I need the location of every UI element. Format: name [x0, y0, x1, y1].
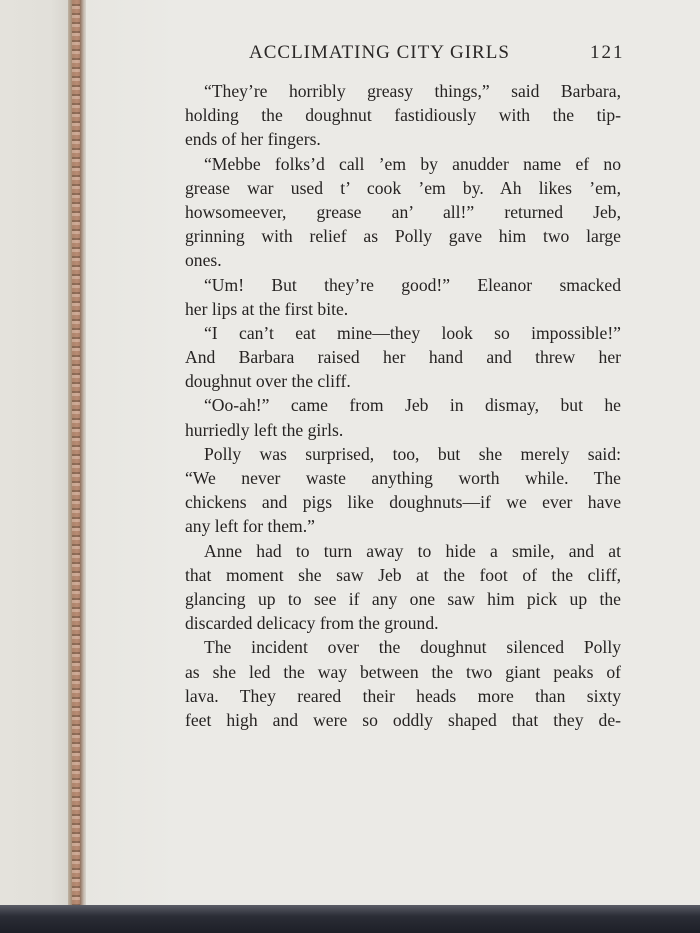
text-line: And Barbara raised her hand and threw her [185, 347, 621, 368]
text-line: as she led the way between the two giant peaks of [185, 661, 621, 682]
text-line: “Oo-ah!” came from Jeb in dismay, but he [204, 395, 621, 416]
text-line: that moment she saw Jeb at the foot of the cliff, [185, 564, 621, 585]
text-line: Polly was surprised, too, but she merely said: [204, 443, 621, 464]
background-surface [0, 905, 700, 933]
text-line: “Mebbe folks’d call ’em by anudder name ef no [204, 153, 621, 174]
text-line: glancing up to see if any one saw him pick up the [185, 588, 621, 609]
text-line: ones. [185, 250, 222, 271]
text-line: “They’re horribly greasy things,” said Barbara, [204, 81, 621, 101]
text-line: “Um! But they’re good!” Eleanor smacked [204, 274, 621, 295]
text-line: doughnut over the cliff. [185, 371, 351, 392]
text-line: chickens and pigs like doughnuts—if we ever have [185, 492, 621, 513]
text-line: grease war used t’ cook ’em by. Ah likes ’em, [185, 177, 621, 198]
text-line: Anne had to turn away to hide a smile, and at [204, 540, 621, 561]
text-line: hurriedly left the girls. [185, 419, 344, 440]
text-line: ends of her fingers. [185, 129, 321, 150]
text-line: her lips at the first bite. [185, 298, 349, 319]
binding-stitches [72, 0, 80, 905]
body-text [185, 79, 621, 732]
text-line: holding the doughnut fastidiously with the tip- [185, 105, 621, 126]
text-line: any left for them.” [185, 516, 315, 537]
page-number: 121 [590, 42, 625, 63]
text-line: “I can’t eat mine—they look so impossible!” [204, 322, 621, 343]
page-header [249, 42, 629, 68]
text-line: lava. They reared their heads more than sixty [185, 685, 621, 706]
text-line: feet high and were so oddly shaped that they de- [185, 709, 621, 730]
text-line: howsomeever, grease an’ all!” returned Jeb, [185, 201, 621, 222]
text-line: grinning with relief as Polly gave him two large [185, 226, 621, 247]
left-facing-page [0, 0, 72, 905]
running-title: ACCLIMATING CITY GIRLS [249, 42, 510, 63]
text-line: “We never waste anything worth while. The [185, 468, 621, 488]
text-line: discarded delicacy from the ground. [185, 613, 439, 634]
text-line: The incident over the doughnut silenced Polly [204, 637, 621, 658]
